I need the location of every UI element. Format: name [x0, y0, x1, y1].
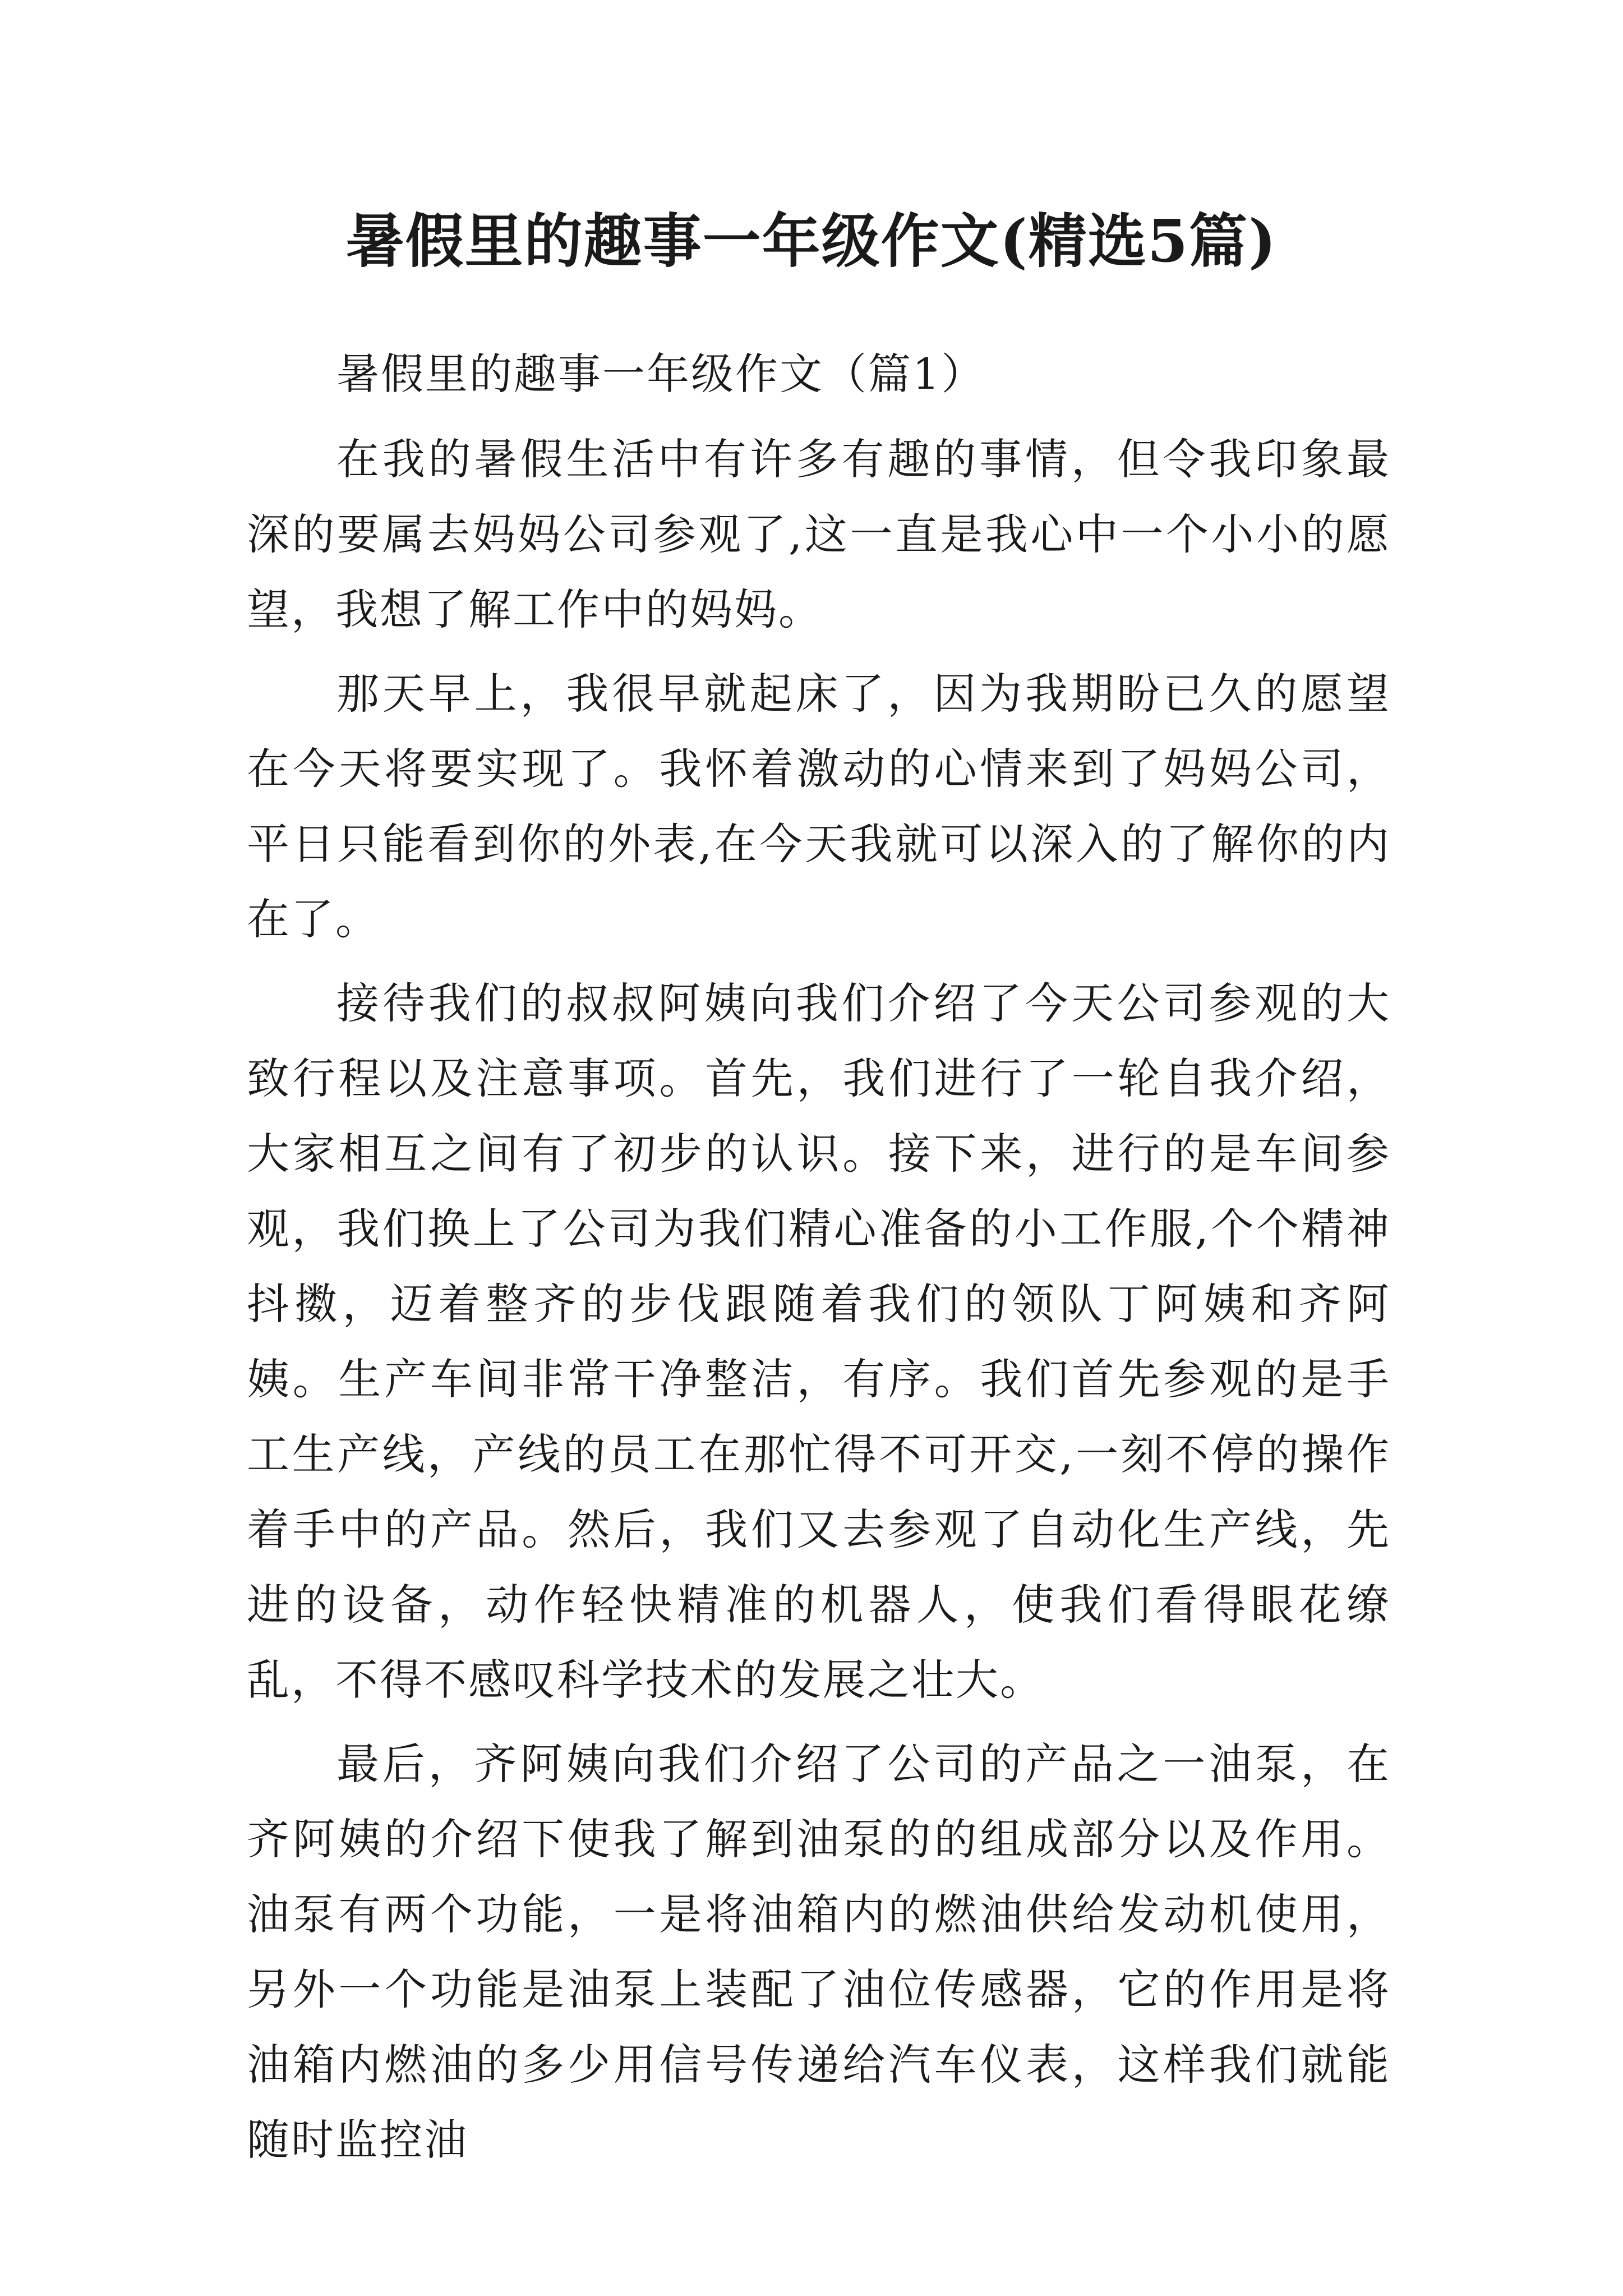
paragraph: 最后，齐阿姨向我们介绍了公司的产品之一油泵，在齐阿姨的介绍下使我了解到油泵的的组成部分以及作用。油泵有两个功能，一是将油箱内的燃油供给发动机使用，另外一个功能是油泵上装配了油位传感器，它的作用是将油箱内燃油的多少用信号传递给汽车仪表，这样我们就能随时监控油: [247, 1739, 1391, 2165]
paragraph: 在我的暑假生活中有许多有趣的事情，但令我印象最深的要属去妈妈公司参观了,这一直是我心中一个小小的愿望，我想了解工作中的妈妈。: [247, 434, 1391, 634]
document-title: 暑假里的趣事一年级作文(精选5篇): [345, 206, 1278, 275]
paragraph: 接待我们的叔叔阿姨向我们介绍了今天公司参观的大致行程以及注意事项。首先，我们进行了一轮自我介绍，大家相互之间有了初步的认识。接下来，进行的是车间参观，我们换上了公司为我们精心准备的小工作服,个个精神抖擞，迈着整齐的步伐跟随着我们的领队丁阿姨和齐阿姨。生产车间非常干净整洁，有序。我们首先参观的是手工生产线，产线的员工在那忙得不可开交,一刻不停的操作着手中的产品。然后，我们又去参观了自动化生产线，先进的设备，动作轻快精准的机器人，使我们看得眼花缭乱，不得不感叹科学技术的发展之壮大。: [247, 978, 1391, 1705]
paragraph: 那天早上，我很早就起床了，因为我期盼已久的愿望在今天将要实现了。我怀着激动的心情来到了妈妈公司，平日只能看到你的外表,在今天我就可以深入的了解你的内在了。: [247, 669, 1391, 944]
document-body: [247, 337, 1391, 2178]
section-heading: 暑假里的趣事一年级作文（篇1）: [336, 349, 986, 399]
